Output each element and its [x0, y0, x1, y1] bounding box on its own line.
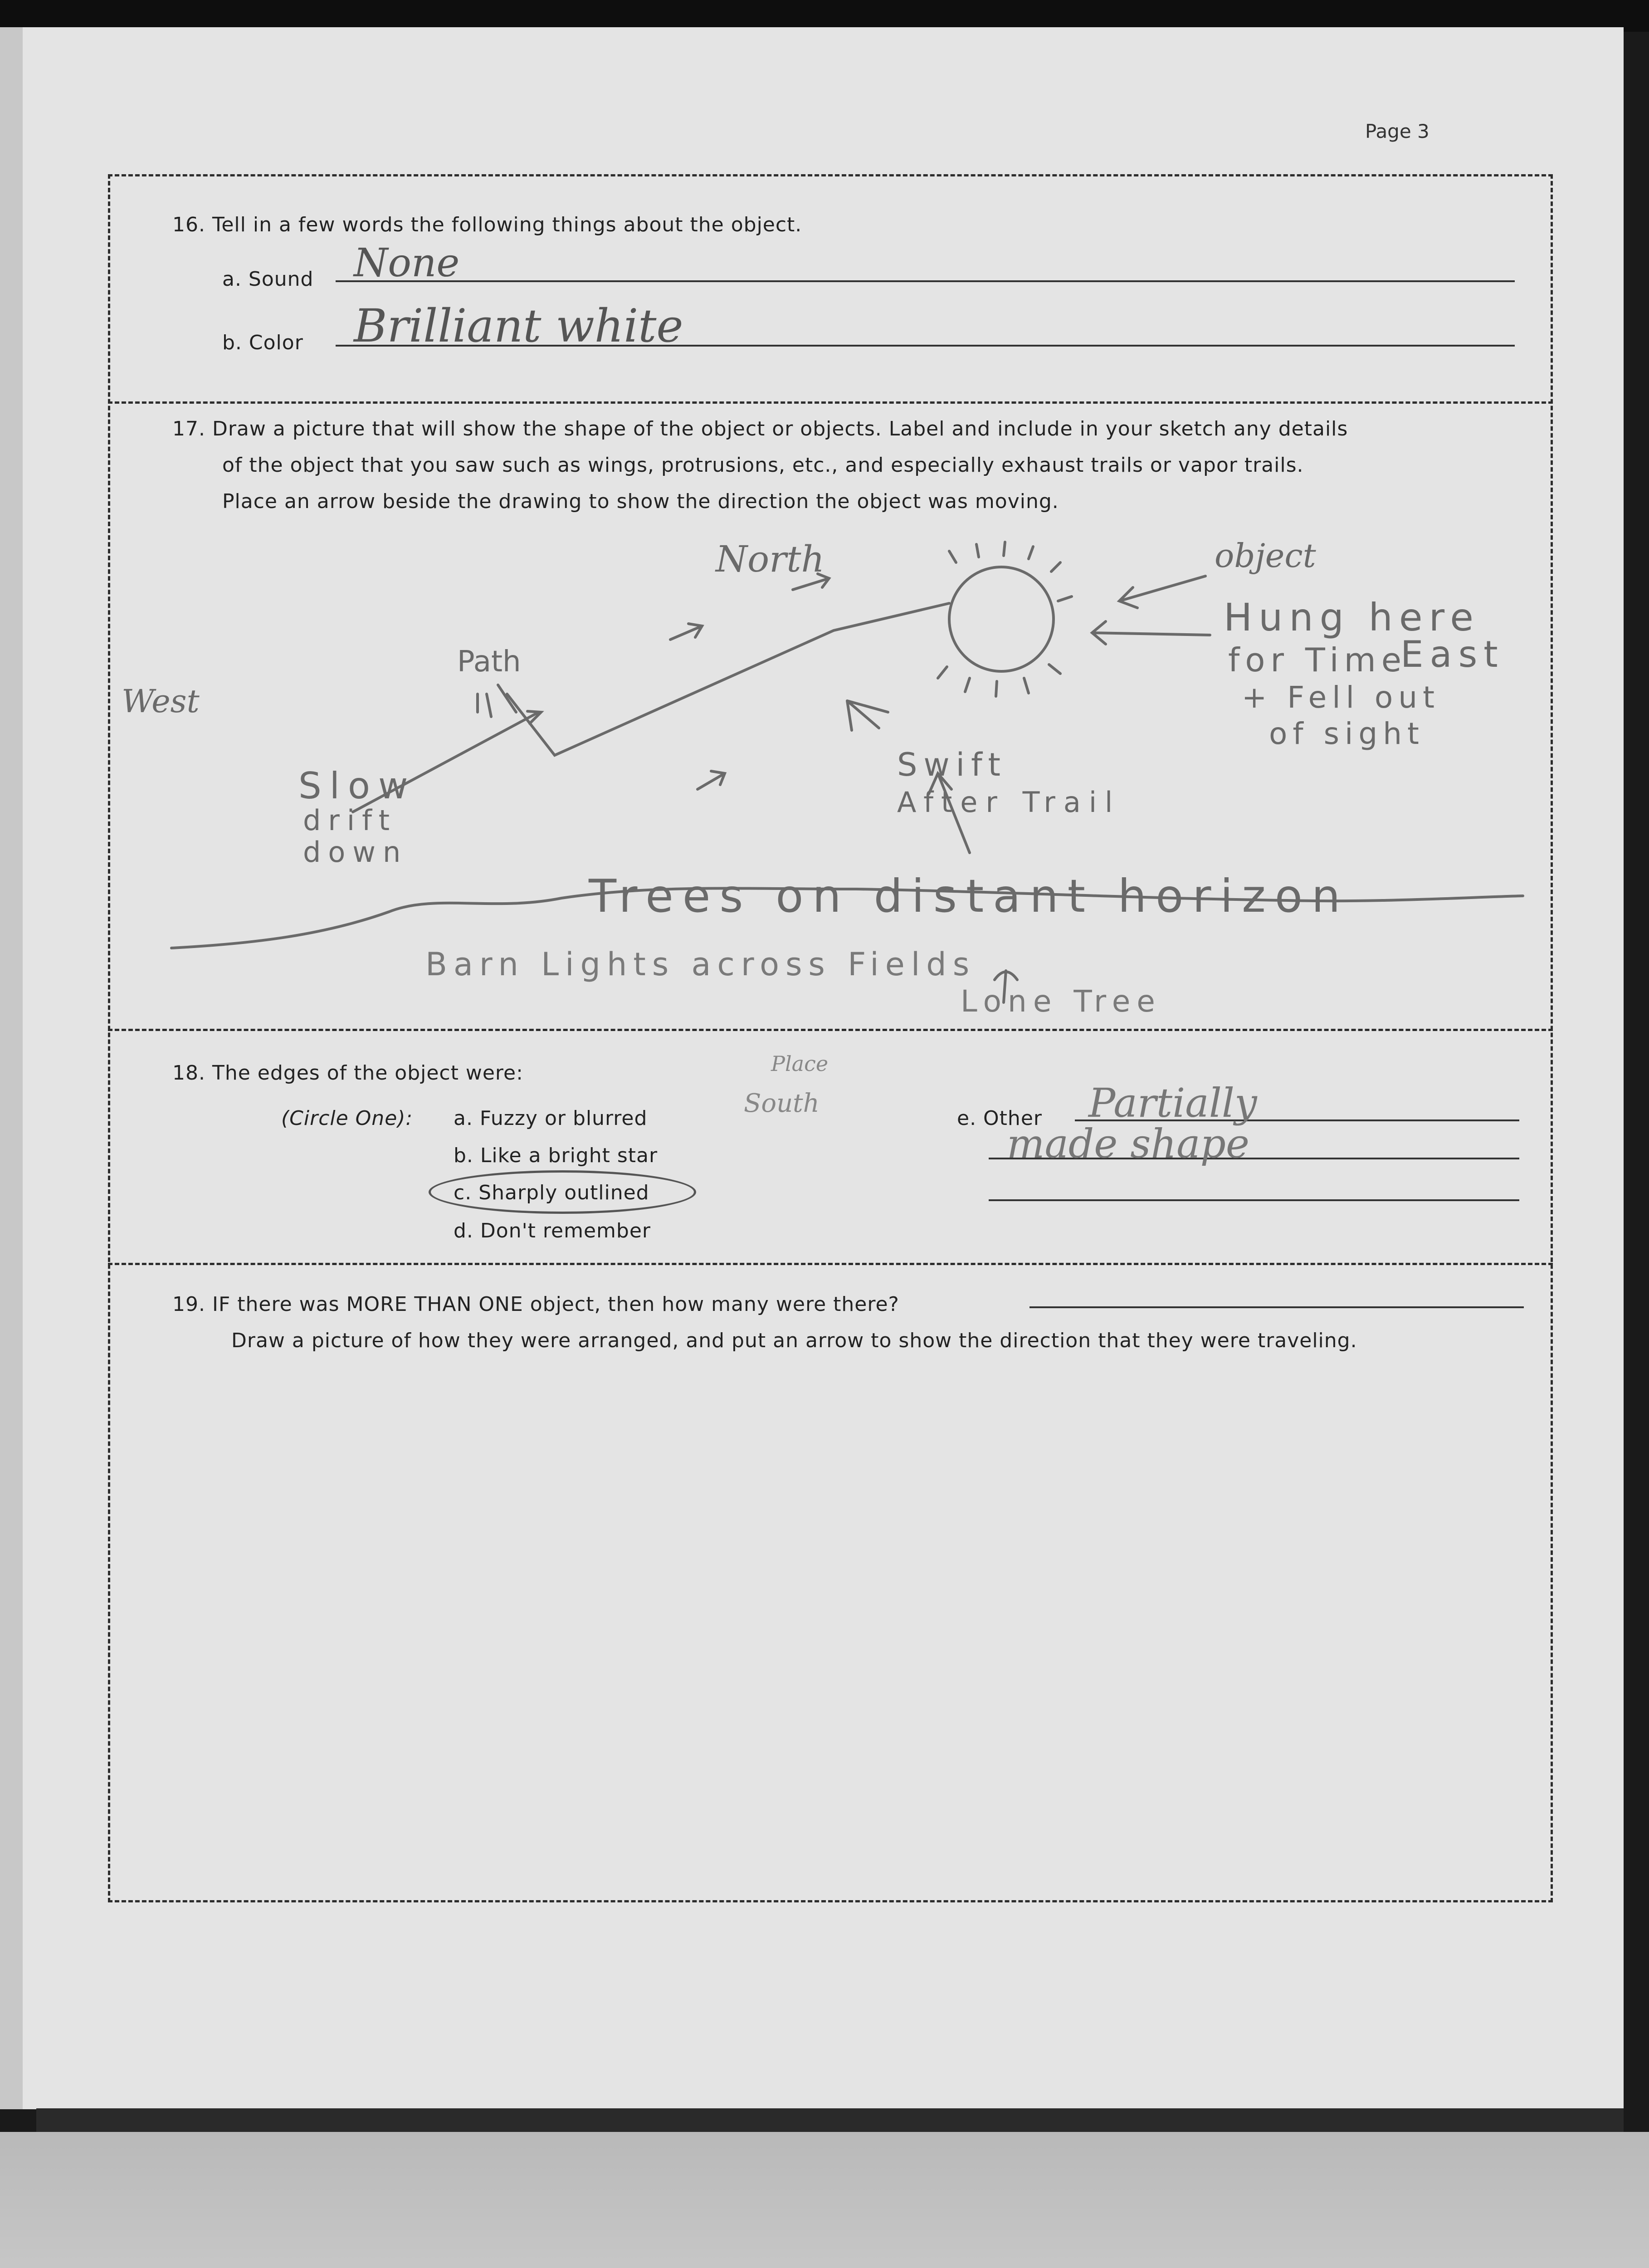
q18-text: 18. The edges of the object were: [172, 1061, 523, 1085]
sketch-label-of-sight: of sight [1269, 716, 1425, 751]
sketch-label-fell-out: + Fell out [1242, 680, 1440, 715]
sketch-label-down: down [303, 836, 408, 869]
q19-count-line [1029, 1306, 1524, 1308]
q18-margin-note-2: South [744, 1089, 820, 1118]
sketch-label-swift: Swift [897, 746, 1007, 783]
hung-here-arrow [1092, 621, 1210, 644]
q18-other-answer-2: made shape [1007, 1120, 1250, 1167]
object-circle [949, 567, 1054, 671]
sketch-label-slow: Slow [298, 765, 416, 807]
q18-option-a: a. Fuzzy or blurred [454, 1107, 648, 1130]
q18-option-d: d. Don't remember [454, 1219, 651, 1242]
film-left-edge [0, 27, 23, 2109]
q17-line1: 17. Draw a picture that will show the shape of the object or objects. Label and include in your sketch any details [172, 417, 1348, 440]
path-arrows [478, 685, 516, 717]
q18-other-answer-1: Partially [1088, 1080, 1257, 1126]
object-rays [938, 542, 1072, 696]
sketch-label-object: object [1215, 537, 1316, 575]
sketch-label-barn: Barn Lights across Fields [425, 946, 976, 983]
sketch-label-north: North [716, 538, 825, 580]
divider-17-18 [108, 1029, 1553, 1031]
q18-other-line-3 [989, 1199, 1519, 1201]
flight-path [507, 603, 949, 755]
q17-line3: Place an arrow beside the drawing to show the direction the object was moving. [222, 490, 1059, 513]
sketch-label-hung: Hung here [1224, 595, 1480, 640]
sketch-label-path: Path [457, 645, 521, 679]
q16-color-answer: Brilliant white [354, 299, 683, 352]
sketch-label-lone-tree: Lone Tree [961, 984, 1161, 1019]
q19-line2: Draw a picture of how they were arranged, and put an arrow to show the direction that they were traveling. [231, 1329, 1357, 1352]
q16-text: 16. Tell in a few words the following things about the object. [172, 213, 802, 236]
divider-18-19 [108, 1263, 1553, 1265]
q16-sound-label: a. Sound [222, 268, 314, 291]
q18-option-c: c. Sharply outlined [454, 1181, 649, 1204]
q16-sound-answer: None [354, 240, 460, 286]
q18-option-b: b. Like a bright star [454, 1144, 658, 1167]
sketch-label-after-trail: After Trail [897, 786, 1121, 819]
q18-margin-note-1: Place [771, 1051, 829, 1076]
q19-line1: 19. IF there was MORE THAN ONE object, then how many were there? [172, 1293, 899, 1316]
arrow-1 [670, 624, 702, 640]
q16-color-label: b. Color [222, 331, 303, 354]
q18-option-e: e. Other [957, 1107, 1042, 1130]
divider-16-17 [108, 401, 1553, 404]
sketch-label-west: West [122, 683, 200, 720]
arrow-4 [847, 701, 888, 730]
sketch-label-drift: drift [303, 804, 397, 837]
sketch-drawing [108, 522, 1553, 1021]
arrow-3 [698, 771, 725, 789]
q18-circle-one: (Circle One): [281, 1107, 413, 1130]
film-bottom-area [0, 2132, 1649, 2268]
page-number: Page 3 [1365, 120, 1429, 142]
sketch-label-trees: Trees on distant horizon [589, 870, 1350, 923]
q16-sound-line [336, 280, 1515, 282]
sketch-label-for-time: for Time [1228, 641, 1407, 679]
q18-circle-mark [429, 1170, 696, 1214]
page-shadow [36, 2108, 1624, 2136]
object-label-arrow [1119, 576, 1205, 608]
sketch-label-east: East [1400, 633, 1504, 675]
q17-line2: of the object that you saw such as wings, protrusions, etc., and especially exhaust trails or vapor trails. [222, 454, 1304, 477]
